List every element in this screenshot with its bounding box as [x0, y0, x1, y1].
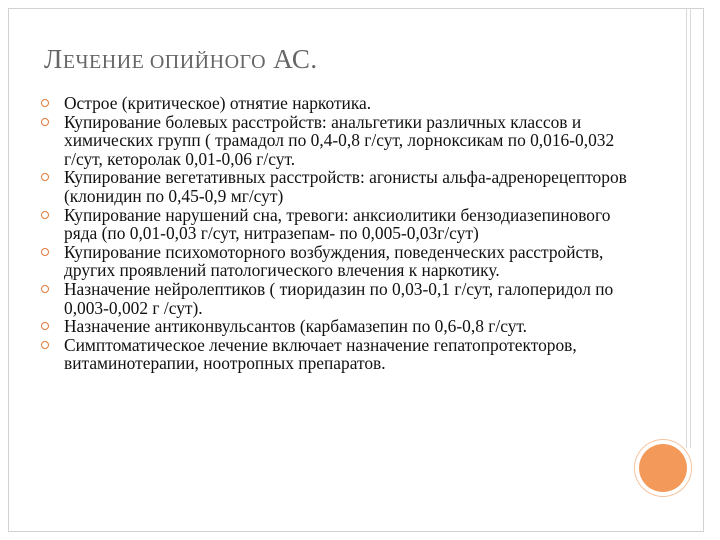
bullet-icon — [41, 99, 49, 107]
list-item: Купирование болевых расстройств: анальгетики различных классов и химических групп ( трамадол по 0,4-0,8 г/сут, лорноксикам по 0,016-0,032 г/сут, кеторолак 0,01-0,06 г/сут. — [40, 113, 630, 169]
list-item: Острое (критическое) отнятие наркотика. — [40, 94, 630, 113]
bullet-icon — [41, 322, 49, 330]
list-item: Назначение антиконвульсантов (карбамазепин по 0,6-0,8 г/сут. — [40, 317, 630, 336]
list-item: Купирование нарушений сна, тревоги: анксиолитики бензодиазепинового ряда (по 0,01-0,03 г/сут, нитразепам- по 0,005-0,03г/сут) — [40, 206, 630, 243]
bullet-icon — [41, 173, 49, 181]
decorative-circle — [639, 444, 687, 492]
list-item: Купирование вегетативных расстройств: агонисты альфа-адренорецепторов (клонидин по 0,45-0,9 мг/сут) — [40, 168, 630, 205]
slide-title: ЛЕЧЕНИЕ ОПИЙНОГО АС. — [44, 44, 318, 74]
bullet-list — [40, 94, 630, 373]
bullet-icon — [41, 118, 49, 126]
decorative-rule — [690, 8, 691, 448]
list-item: Назначение нейролептиков ( тиоридазин по 0,03-0,1 г/сут, галоперидол по 0,003-0,002 г /сут). — [40, 280, 630, 317]
bullet-icon — [41, 285, 49, 293]
list-item: Симптоматическое лечение включает назначение гепатопротекторов, витаминотерапии, ноотропных препаратов. — [40, 336, 630, 373]
bullet-icon — [41, 211, 49, 219]
decorative-rule — [686, 8, 687, 448]
bullet-icon — [41, 248, 49, 256]
list-item: Купирование психомоторного возбуждения, поведенческих расстройств, других проявлений патологического влечения к наркотику. — [40, 243, 630, 280]
bullet-icon — [41, 341, 49, 349]
